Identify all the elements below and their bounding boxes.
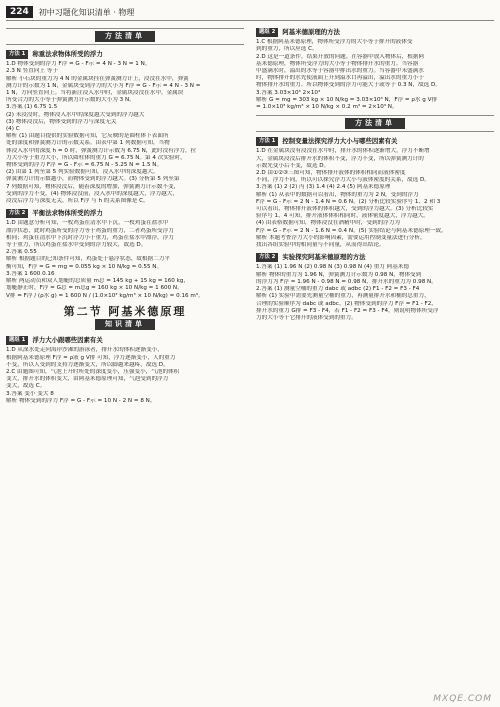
text-line: 漂浮状态，此时鸡蛋所受的浮力等于鸡蛋的重力，二者鸡蛋所受浮力 [6, 227, 174, 234]
text-line: 基米德原理，物体所受浮力的大小等于物体排开水的重力。当容器 [256, 60, 419, 67]
section-title: 平衡法求物体所受的浮力 [32, 209, 103, 218]
text-line: 7 列数据可知，物体浸没后，随着深度的增加，弹簧测力计示数不变， [6, 183, 180, 190]
text-line: 2.3 N 竖直向上 等于 [6, 68, 58, 75]
text-line: 时，物体排开的水先使液面上升到溢水口再溢出，溢出水的重力小于 [256, 75, 424, 82]
text-line: 根据阿基米德原理 F浮 = ρ液 g V排 可知，浮力逐渐变小，人的重力 [6, 354, 176, 361]
text-line: 解析 (1) 从表中的数据可以看出，物体的重力为 2 N，受到的浮力 [256, 191, 419, 198]
text-line: 到的重力，所以应选 C。 [256, 46, 318, 53]
page-header [6, 4, 494, 21]
text-line: 2.D 这是一道条件，结果开放的问题。在容器中放入物体后，根据阿 [256, 53, 425, 60]
text-line: 大，金属块浸没后排开水的体积不变，浮力不变，所以弹簧测力计的 [256, 155, 424, 162]
text-line: 划艇静止时，F浮 = G总 = m总g = 160 kg × 10 N/kg = 1 600 N。 [6, 285, 183, 292]
text-line: 不同，浮力不同，所以可以探究浮力大小与液体密度的关系，故选 D。 [256, 177, 430, 184]
section-title: 浮力大小跟哪些因素有关 [32, 336, 103, 345]
text-line: 解析 物体受到的浮力 F浮 = G - F示 = 10 N - 2 N = 8 N。 [6, 397, 156, 404]
text-line: 3.答案 变小 变大 8 [6, 390, 54, 397]
chapter-title: 第二节 阿基米德原理 [63, 304, 187, 318]
text-line: 1.D 物体受到的浮力 F浮 = G - F示 = 4 N - 3 N = 1 N。 [6, 61, 151, 68]
text-line: 解析 (1) 实验中需要先测量空桶的重力，再测量排开水和桶的总重力， [256, 293, 430, 300]
text-line: 处的深度和弹簧测力计的示数关系。由表中第 1 列数据可知，当物 [6, 140, 170, 147]
text-line: 1 N，方向竖直向上。当将新注浸入水中时，金属块浸没在水中，金属块 [6, 90, 184, 97]
section-title: 控制变量法探究浮力大小与哪些因素有关 [282, 137, 398, 146]
section-tag: 方法 2 [256, 253, 278, 262]
text-line: 可以看出，物体排开液体的体积越大，受到的浮力越大。(3) 分析比较实 [256, 206, 434, 213]
text-line: 体浸入水中的深度 h = 0 时，弹簧测力计示数为 6.75 N，此时没有浮力，拉 [6, 147, 197, 154]
text-line: 力的大小等于它排开的液体受到的重力。 [256, 314, 357, 321]
text-line: 解析 G = mg = 303 kg × 10 N/kg = 3.03×10³ N，F浮 = ρ水 g V排 [256, 96, 438, 103]
section-title: 称重法求物体所受的浮力 [32, 50, 103, 58]
text-line: 解析 (1) 由题目提供的实验数据可知，它反映的是圆柱体下表面所 [6, 133, 169, 140]
text-line: 解析 物体的重力为 1.96 N，弹簧测力计示数为 0.98 N，物体受到 [256, 271, 422, 278]
text-line: 变大，故选 C。 [6, 383, 46, 390]
section-heading [6, 209, 244, 218]
text-line: 解析 本题考查浮力大小的影响因素，需要运用控制变量法进行分析， [256, 234, 426, 241]
section-heading [256, 137, 494, 146]
text-line: 验序号 1、4 可知，排开液体体积相同时，液体密度越大，浮力越大。 [256, 213, 429, 220]
text-line: 示数先变小后不变，故选 D。 [256, 162, 330, 169]
text-line: 等于重力，所以鸡蛋在盐水中受到的浮力较大，故选 D。 [6, 242, 147, 249]
text-line: 所受合力的大小等于弹簧测力计示数的大小为 3 N。 [6, 97, 135, 104]
text-line: 的浮力为 F浮 = 1.96 N - 0.98 N = 0.98 N，排开水的重力为 0.98 N。 [256, 278, 437, 285]
page-number: 224 [6, 6, 33, 18]
section-heading [256, 28, 494, 37]
text-line: 3.答案 3.03×10³ 2×10³ [256, 89, 321, 96]
text-line: F浮 = G - F示 = 2 N - 1.6 N = 0.4 N。(5) 实验结论与阿基米德原理一致。 [256, 227, 447, 234]
text-line: 不变，所以人受到的支持力逐渐变大，所以脚越来越疼，故选 D。 [6, 361, 169, 368]
text-line: 合理的实验顺序为 dabc 或 adbc。(2) 物体受到的浮力 F浮 = F1 - F2， [256, 300, 437, 307]
text-line: (4) 由表格数据可知，物体浸没在酒精中时，受到的浮力为 [256, 220, 400, 227]
text-line: 解析 两运动员和双人划艇的总质量 m总 = 145 kg + 15 kg = 160 kg， [6, 278, 190, 285]
text-line: 解析 小石块的重力为 4 N 的金属块挂在弹簧测力计上，浸没在水中，弹簧 [6, 75, 189, 82]
text-line: 3.答案 (1) 2 (2) 丙 (3) 1.4 (4) 2.4 (5) 阿基米德原理 [256, 184, 391, 191]
text-line: F浮 = G - F示 = 2 N - 1.4 N = 0.6 N。(2) 分析比较实验序号 1、2 和 3 [256, 198, 441, 205]
text-line: (4) C [6, 126, 20, 133]
watermark: MXQE.COM [433, 694, 492, 704]
text-line: 3.答案 (1) 6.75 1.5 [6, 104, 58, 111]
text-line: 受到的浮力不变。(4) 物体浸没前，浸入水中的深度越大，浮力越大， [6, 190, 178, 197]
text-line: 1.C 根据阿基米德原理，物体所受浮力的大小等于排开的液体受 [256, 39, 413, 46]
text-line: 1.D 在金属块没有浸没在水中时，排开水的体积逐渐增大，浮力不断增 [256, 148, 430, 155]
method-banner [6, 28, 244, 45]
section-tag: 题组 2 [256, 28, 278, 37]
text-line: 解析 根据题目的已知条件可知，鸡蛋处于悬浮状态，故根据二力平 [6, 256, 170, 263]
text-line: 1.答案 (1) 1.96 N (2) 0.98 N (3) 0.98 N (4) 重力 阿基米德 [256, 264, 410, 271]
text-line: 1.D 从深水处走向海岸沙滩的游泳者，排开水的体积逐渐变小， [6, 347, 163, 354]
left-column [6, 24, 244, 689]
section-heading [6, 50, 244, 59]
text-line: = 1.0×10³ kg/m³ × 10 N/kg × 0.2 m³ = 2×10³ N。 [256, 104, 398, 111]
text-line: 1.D 由题意分析可知，一枚鸡蛋在清水中下沉，一枚鸡蛋在盐水中 [6, 220, 169, 227]
text-line: V排 = F浮 / (ρ水 g) = 1 600 N / (1.0×10³ kg/m³ × 10 N/kg) = 0.16 m³。 [6, 292, 204, 299]
section-tag: 方法 2 [6, 209, 28, 218]
text-line: (2) 由第 1 列至第 5 列实验数据可知，浸入水中的深度越大， [6, 169, 159, 176]
text-line: 变大，排开水的体积变大，由阿基米德原理可知，气泡受到的浮力 [6, 376, 169, 383]
text-line: 找出各组实验中的相同量与不同量，从而得出结论。 [256, 242, 385, 249]
text-line: 弹簧测力计的示数越小，而物体受到的浮力越大。(3) 分析第 5 列至第 [6, 176, 180, 183]
text-line: 相同；鸡蛋在清水中下沉时浮力小于重力，鸡蛋在盐水中漂浮，浮力 [6, 234, 174, 241]
text-line: 排开水的重力 G排 = F3 - F4，若 F1 - F2 = F3 - F4，则说明物体所受浮 [256, 307, 439, 314]
method-banner [256, 115, 494, 132]
text-line: 2.答案 (1) 测量空桶的重力 dabc 或 adbc (2) F1 - F2 = F3 - F4 [256, 286, 420, 293]
section-tag: 方法 1 [6, 50, 28, 59]
book-title: 初中习题化知识清单 · 物理 [38, 7, 135, 17]
text-line: 3.答案 1 600 0.16 [6, 270, 55, 277]
text-line: 2.答案 0.55 [6, 249, 37, 256]
section-tag: 方法 1 [256, 137, 278, 146]
method-banner-label: 方法清单 [95, 31, 155, 42]
text-line: 物体排开水的重力。所以物体受到的浮力可能大于或等于 0.3 N，故选 D。 [256, 82, 441, 89]
knowledge-banner [6, 319, 244, 330]
section-heading [256, 253, 494, 262]
text-line: (2) 未浸没时，物体浸入水中的深度越大受到的浮力越大 [6, 111, 145, 118]
text-line: 2.C 由题图可知，气泡上升时所处的深度变小，压强变小，气泡的体积 [6, 368, 180, 375]
text-line: 2.D 由①②③三图可知，物体排开液体的体积相同而液体密度 [256, 170, 406, 177]
text-line: 浸没后浮力与深度无关，所以 F浮 与 h 的关系图像是 C。 [6, 198, 149, 205]
method-banner-label: 方法清单 [345, 118, 405, 129]
section-title: 实验探究阿基米德原理的方法 [282, 253, 366, 262]
text-line: (3) 物体浸没后，物体受到的浮力与深度无关 [6, 118, 117, 125]
text-line: 中盛满水时，溢出的水等于容器中排出水的重力。当容器中未盛满水 [256, 68, 424, 75]
text-line: 物体受到的浮力 F浮 = G - F示 = 6.75 N - 5.25 N = 1.5 N。 [6, 162, 163, 169]
text-line: 测力计的示数为 1 N，金属块受到浮力的大小为 F浮 = G - F示 = 4 N - 3 N = [6, 82, 201, 89]
section-tag: 题组 1 [6, 336, 28, 345]
text-line: 衡可知，F浮 = G = mg = 0.055 kg × 10 N/kg = 0.55 N。 [6, 263, 163, 270]
section-title: 阿基米德原理的方法 [282, 28, 340, 36]
section-heading [6, 336, 244, 345]
knowledge-banner-label: 知识清单 [95, 319, 155, 330]
text-line: 力大小等于重力大小，所以圆柱体的重力 G = 6.75 N。第 4 次实验时， [6, 154, 186, 161]
right-column [256, 24, 494, 689]
